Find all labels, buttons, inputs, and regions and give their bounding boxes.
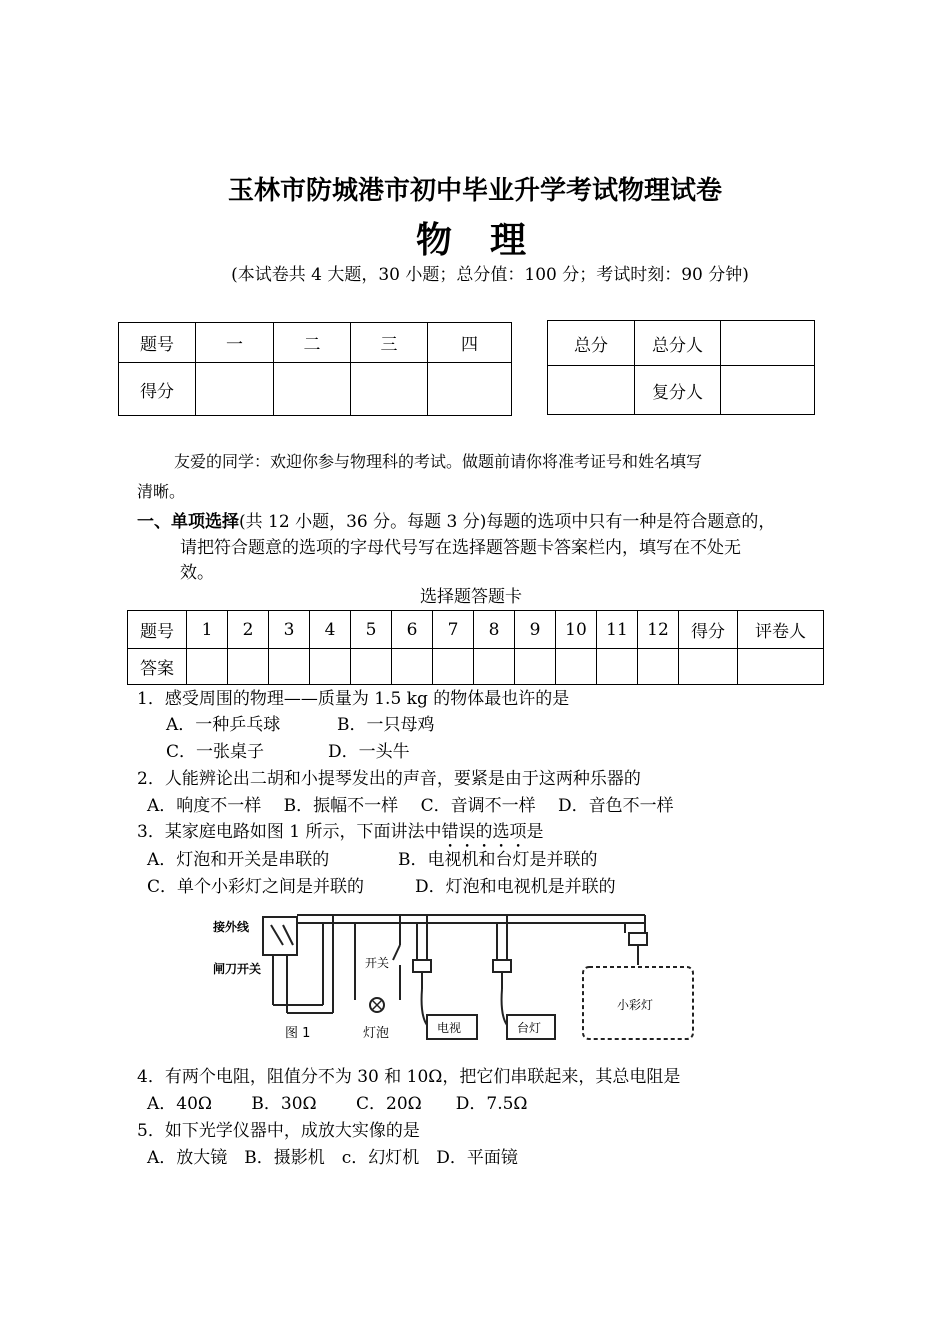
exam-title: 玉林市防城港市初中毕业升学考试物理试卷 bbox=[227, 176, 722, 206]
answer-card-header-cell: 得分 bbox=[679, 611, 738, 649]
q3-option-c: C．单个小彩灯之间是并联的 bbox=[147, 877, 365, 897]
answer-card-header-cell: 6 bbox=[392, 611, 433, 649]
q3-stem-part-3: 是 bbox=[526, 822, 544, 842]
q4-options: A．40Ω B．30Ω C．20Ω D．7.5Ω bbox=[147, 1094, 528, 1114]
label-tv: 电视 bbox=[437, 1021, 462, 1035]
answer-card-header-cell: 12 bbox=[638, 611, 679, 649]
section1-desc-line-2: 请把符合题意的选项的字母代号写在选择题答题卡答案栏内，填写在不处无 bbox=[180, 538, 741, 558]
section1-desc: (共 12 小题，36 分。每题 3 分)每题的选项中只有一种是符合题意的， bbox=[239, 512, 776, 532]
q1-option-a: A．一种乒乓球 bbox=[166, 715, 281, 735]
score-row-label: 得分 bbox=[119, 363, 196, 416]
scorer-input-cell[interactable] bbox=[721, 321, 815, 366]
answer-card-header-cell: 9 bbox=[515, 611, 556, 649]
reviewer-input-cell[interactable] bbox=[721, 366, 815, 415]
scorer-label: 总分人 bbox=[635, 321, 721, 366]
q2-stem: 2．人能辨论出二胡和小提琴发出的声音，要紧是由于这两种乐器的 bbox=[137, 769, 641, 789]
score-table-header-cell: 一 bbox=[196, 323, 274, 363]
total-label: 总分 bbox=[548, 321, 635, 366]
answer-cell[interactable] bbox=[515, 649, 556, 685]
reviewer-label: 复分人 bbox=[635, 366, 721, 415]
intro-line-1: 友爱的同学：欢迎你参与物理科的考试。做题前请你将准考证号和姓名填写 bbox=[174, 452, 703, 471]
answer-cell[interactable] bbox=[351, 649, 392, 685]
answer-card-header-cell: 1 bbox=[187, 611, 228, 649]
answer-card-header-cell: 3 bbox=[269, 611, 310, 649]
q1-option-c: C．一张桌子 bbox=[166, 742, 265, 762]
answer-card-header-cell: 评卷人 bbox=[738, 611, 824, 649]
answer-score-cell[interactable] bbox=[679, 649, 738, 685]
score-input-cell[interactable] bbox=[274, 363, 351, 416]
answer-cell[interactable] bbox=[638, 649, 679, 685]
answer-cell[interactable] bbox=[228, 649, 269, 685]
q5-stem: 5．如下光学仪器中，成放大实像的是 bbox=[137, 1121, 420, 1141]
section1-name: 单项选择 bbox=[171, 512, 239, 532]
q3-option-b: B．电视机和台灯是并联的 bbox=[398, 850, 598, 870]
answer-grader-cell[interactable] bbox=[738, 649, 824, 685]
score-input-cell[interactable] bbox=[351, 363, 428, 416]
answer-cell[interactable] bbox=[392, 649, 433, 685]
label-string-lights: 小彩灯 bbox=[617, 998, 654, 1012]
label-external-line: 接外线 bbox=[213, 920, 250, 934]
label-bulb: 灯泡 bbox=[363, 1026, 390, 1041]
circuit-figure bbox=[205, 905, 705, 1055]
q5-options: A．放大镜 B．摄影机 c．幻灯机 D．平面镜 bbox=[147, 1148, 518, 1168]
exam-note: (本试卷共 4 大题，30 小题；总分值：100 分；考试时刻：90 分钟) bbox=[231, 265, 749, 285]
answer-cell[interactable] bbox=[474, 649, 515, 685]
q3-option-a: A．灯泡和开关是串联的 bbox=[147, 850, 330, 870]
answer-cell[interactable] bbox=[597, 649, 638, 685]
answer-cell[interactable] bbox=[187, 649, 228, 685]
answer-card-header-cell: 7 bbox=[433, 611, 474, 649]
figure-caption: 图 1 bbox=[285, 1026, 311, 1041]
answer-card-header-cell: 5 bbox=[351, 611, 392, 649]
score-input-cell[interactable] bbox=[428, 363, 512, 416]
intro-line-2: 清晰。 bbox=[137, 482, 186, 501]
answer-cell[interactable] bbox=[310, 649, 351, 685]
q1-option-b: B．一只母鸡 bbox=[337, 715, 435, 735]
answer-card-header-cell: 8 bbox=[474, 611, 515, 649]
q2-options: A．响度不一样 B．振幅不一样 C．音调不一样 D．音色不一样 bbox=[147, 796, 674, 816]
score-table-header-cell: 题号 bbox=[119, 323, 196, 363]
score-table-header-cell: 三 bbox=[351, 323, 428, 363]
label-knife-switch: 闸刀开关 bbox=[213, 962, 262, 976]
section1-desc-line-3: 效。 bbox=[180, 563, 214, 583]
subject-title: 物理 bbox=[415, 219, 564, 261]
section1-number: 一、 bbox=[137, 512, 171, 532]
answer-card-header-cell: 10 bbox=[556, 611, 597, 649]
total-input-cell[interactable] bbox=[548, 366, 635, 415]
q3-option-d: D．灯泡和电视机是并联的 bbox=[415, 877, 616, 897]
q1-stem: 1．感受周围的物理——质量为 1.5 kg 的物体最也许的是 bbox=[137, 689, 570, 709]
answer-cell[interactable] bbox=[269, 649, 310, 685]
answer-cell[interactable] bbox=[556, 649, 597, 685]
score-input-cell[interactable] bbox=[196, 363, 274, 416]
q4-stem: 4．有两个电阻，阻值分不为 30 和 10Ω，把它们串联起来，其总电阻是 bbox=[137, 1067, 681, 1087]
label-switch: 开关 bbox=[365, 956, 390, 970]
answer-cell[interactable] bbox=[433, 649, 474, 685]
q3-stem-part-1: 3．某家庭电路如图 1 所示，下面讲法中 bbox=[137, 822, 442, 842]
q1-option-d: D．一头牛 bbox=[328, 742, 410, 762]
label-desk-lamp: 台灯 bbox=[517, 1021, 542, 1035]
answer-card-header-cell: 11 bbox=[597, 611, 638, 649]
score-table-header-cell: 四 bbox=[428, 323, 512, 363]
section1-heading bbox=[137, 509, 775, 535]
answer-card-table bbox=[127, 610, 824, 685]
q3-emphasis: 错误的选项 bbox=[441, 822, 527, 842]
answer-card-header-cell: 4 bbox=[310, 611, 351, 649]
score-table bbox=[118, 322, 512, 416]
answer-row-label: 答案 bbox=[128, 649, 187, 685]
total-table bbox=[547, 320, 815, 415]
answer-card-header-cell: 2 bbox=[228, 611, 269, 649]
score-table-header-cell: 二 bbox=[274, 323, 351, 363]
answer-card-header-cell: 题号 bbox=[128, 611, 187, 649]
answer-card-caption: 选择题答题卡 bbox=[420, 587, 522, 607]
